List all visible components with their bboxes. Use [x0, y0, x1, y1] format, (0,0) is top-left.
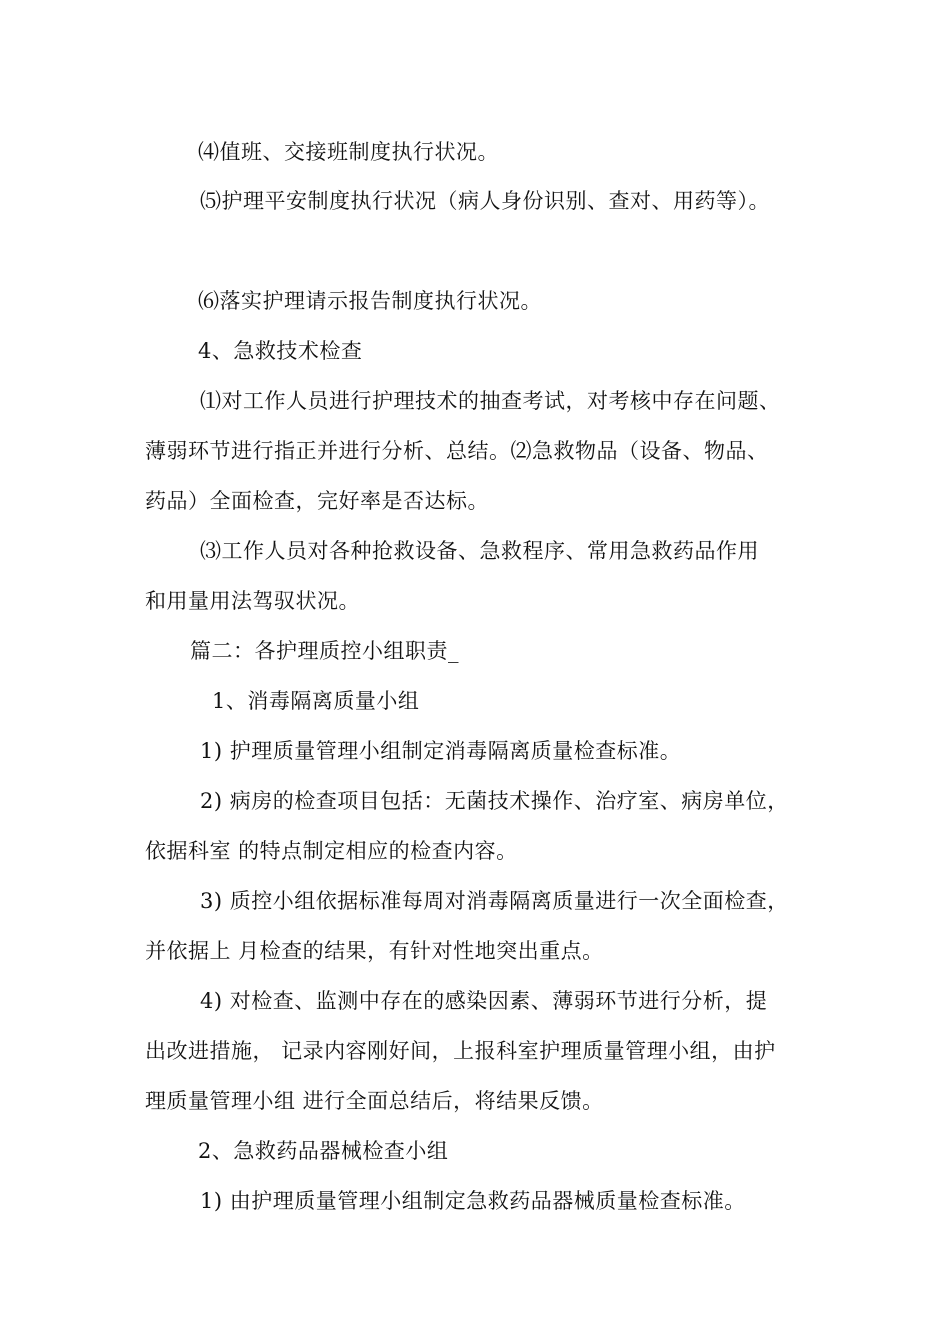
chapter-heading: 篇二：各护理质控小组职责_ — [190, 639, 459, 663]
text-line: 3) 质控小组依据标准每周对消毒隔离质量进行一次全面检查， — [200, 889, 789, 913]
text-line: 1) 护理质量管理小组制定消毒隔离质量检查标准。 — [200, 739, 682, 763]
text-line: ⑹落实护理请示报告制度执行状况。 — [198, 289, 542, 313]
text-line: 1) 由护理质量管理小组制定急救药品器械质量检查标准。 — [200, 1189, 746, 1213]
section-heading: 2、急救药品器械检查小组 — [198, 1139, 449, 1163]
text-line: 并依据上 月检查的结果，有针对性地突出重点。 — [145, 939, 604, 963]
text-line: 药品）全面检查，完好率是否达标。 — [145, 489, 489, 513]
text-line: 依据科室 的特点制定相应的检查内容。 — [145, 839, 518, 863]
text-line: ⑴对工作人员进行护理技术的抽查考试，对考核中存在问题、 — [200, 389, 781, 413]
text-line: ⑸护理平安制度执行状况（病人身份识别、查对、用药等）。 — [200, 189, 770, 213]
section-heading: 4、急救技术检查 — [198, 339, 363, 363]
text-line: ⑷值班、交接班制度执行状况。 — [198, 140, 499, 164]
text-line: 和用量用法驾驭状况。 — [145, 589, 360, 613]
text-line: ⑶工作人员对各种抢救设备、急救程序、常用急救药品作用 — [200, 539, 759, 563]
text-line: 薄弱环节进行指正并进行分析、总结。⑵急救物品（设备、物品、 — [145, 439, 769, 463]
text-line: 2) 病房的检查项目包括：无菌技术操作、治疗室、病房单位， — [200, 789, 789, 813]
text-line: 4) 对检查、监测中存在的感染因素、薄弱环节进行分析，提 — [200, 989, 768, 1013]
text-line: 理质量管理小组 进行全面总结后，将结果反馈。 — [145, 1089, 604, 1113]
text-line: 出改进措施， 记录内容刚好间，上报科室护理质量管理小组，由护 — [145, 1039, 776, 1063]
section-heading: 1、消毒隔离质量小组 — [212, 689, 420, 713]
